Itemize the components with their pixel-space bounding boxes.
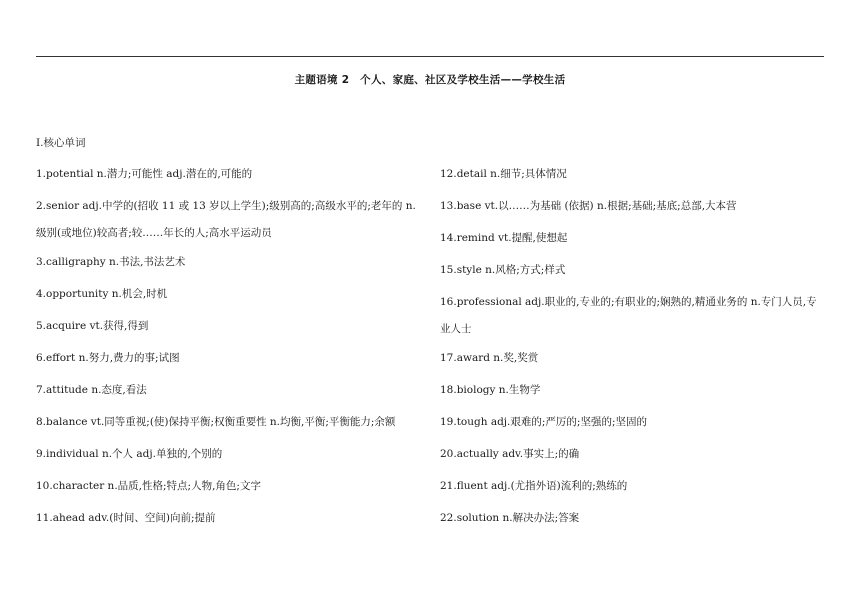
- vocab-entry: [36, 254, 185, 270]
- vocab-entry-line: 13.base vt.以……为基础 (依据) n.根据;基础;基底;总部,大本营: [440, 200, 737, 212]
- vocab-entry-line: 12.detail n.细节;具体情况: [440, 168, 567, 180]
- vocab-entry: [440, 414, 647, 430]
- vocab-entry: [440, 382, 540, 398]
- vocab-entry-line: 21.fluent adj.(尤指外语)流利的;熟练的: [440, 480, 628, 492]
- vocab-entry-line: 6.effort n.努力,费力的事;试图: [36, 352, 180, 364]
- vocab-entry-line: 15.style n.风格;方式;样式: [440, 264, 566, 276]
- vocab-entry-line: 1.potential n.潜力;可能性 adj.潜在的,可能的: [36, 168, 253, 180]
- vocab-entry: [36, 318, 148, 334]
- vocab-entry-line: 8.balance vt.同等重视;(使)保持平衡;权衡重要性 n.均衡,平衡;平衡能力;余额: [36, 416, 396, 428]
- vocab-entry: [440, 446, 579, 462]
- vocab-entry: [440, 294, 817, 337]
- vocab-entry: [440, 230, 567, 246]
- vocab-entry-line: 22.solution n.解决办法;答案: [440, 512, 580, 524]
- top-rule: [36, 56, 824, 57]
- vocab-entry-line: 5.acquire vt.获得,得到: [36, 320, 149, 332]
- vocab-entry: [36, 414, 395, 430]
- vocab-entry: [36, 350, 180, 366]
- vocab-entry: [440, 198, 737, 214]
- vocab-entry: [36, 510, 216, 526]
- vocab-entry: [36, 198, 416, 241]
- vocab-entry: [440, 262, 565, 278]
- vocab-entry: [440, 478, 627, 494]
- vocab-entry: [440, 166, 567, 182]
- vocab-entry-line: 14.remind vt.提醒,使想起: [440, 232, 568, 244]
- vocab-entry: [36, 286, 167, 302]
- vocab-entry: [440, 350, 538, 366]
- vocab-entry: [36, 446, 222, 462]
- vocab-entry: [36, 478, 261, 494]
- vocab-entry-line: 业人士: [440, 323, 472, 335]
- vocab-entry-line: 级别(或地位)较高者;较……年长的人;高水平运动员: [36, 227, 272, 239]
- section-heading: Ⅰ.核心单词: [36, 137, 86, 149]
- page-title: 主题语境 2 个人、家庭、社区及学校生活——学校生活: [294, 74, 566, 86]
- vocab-entry-line: 7.attitude n.态度,看法: [36, 384, 147, 396]
- vocab-entry-line: 2.senior adj.中学的(招收 11 或 13 岁以上学生);级别高的;高级水平的;老年的 n.: [36, 200, 416, 212]
- vocab-entry-line: 20.actually adv.事实上;的确: [440, 448, 580, 460]
- vocab-entry-line: 9.individual n.个人 adj.单独的,个别的: [36, 448, 223, 460]
- vocab-entry: [36, 166, 252, 182]
- vocab-entry-line: 19.tough adj.艰难的;严厉的;坚强的;坚固的: [440, 416, 648, 428]
- vocab-entry-line: 11.ahead adv.(时间、空间)向前;提前: [36, 512, 216, 524]
- vocab-entry-line: 4.opportunity n.机会,时机: [36, 288, 168, 300]
- vocab-entry: [440, 510, 579, 526]
- vocab-entry-line: 3.calligraphy n.书法,书法艺术: [36, 256, 186, 268]
- vocab-entry: [36, 382, 147, 398]
- vocab-entry-line: 17.award n.奖,奖赏: [440, 352, 539, 364]
- vocab-entry-line: 16.professional adj.职业的,专业的;有职业的;娴熟的,精通业务的 n.专门人员,专: [440, 296, 817, 308]
- vocab-entry-line: 10.character n.品质,性格;特点;人物,角色;文字: [36, 480, 261, 492]
- vocab-entry-line: 18.biology n.生物学: [440, 384, 541, 396]
